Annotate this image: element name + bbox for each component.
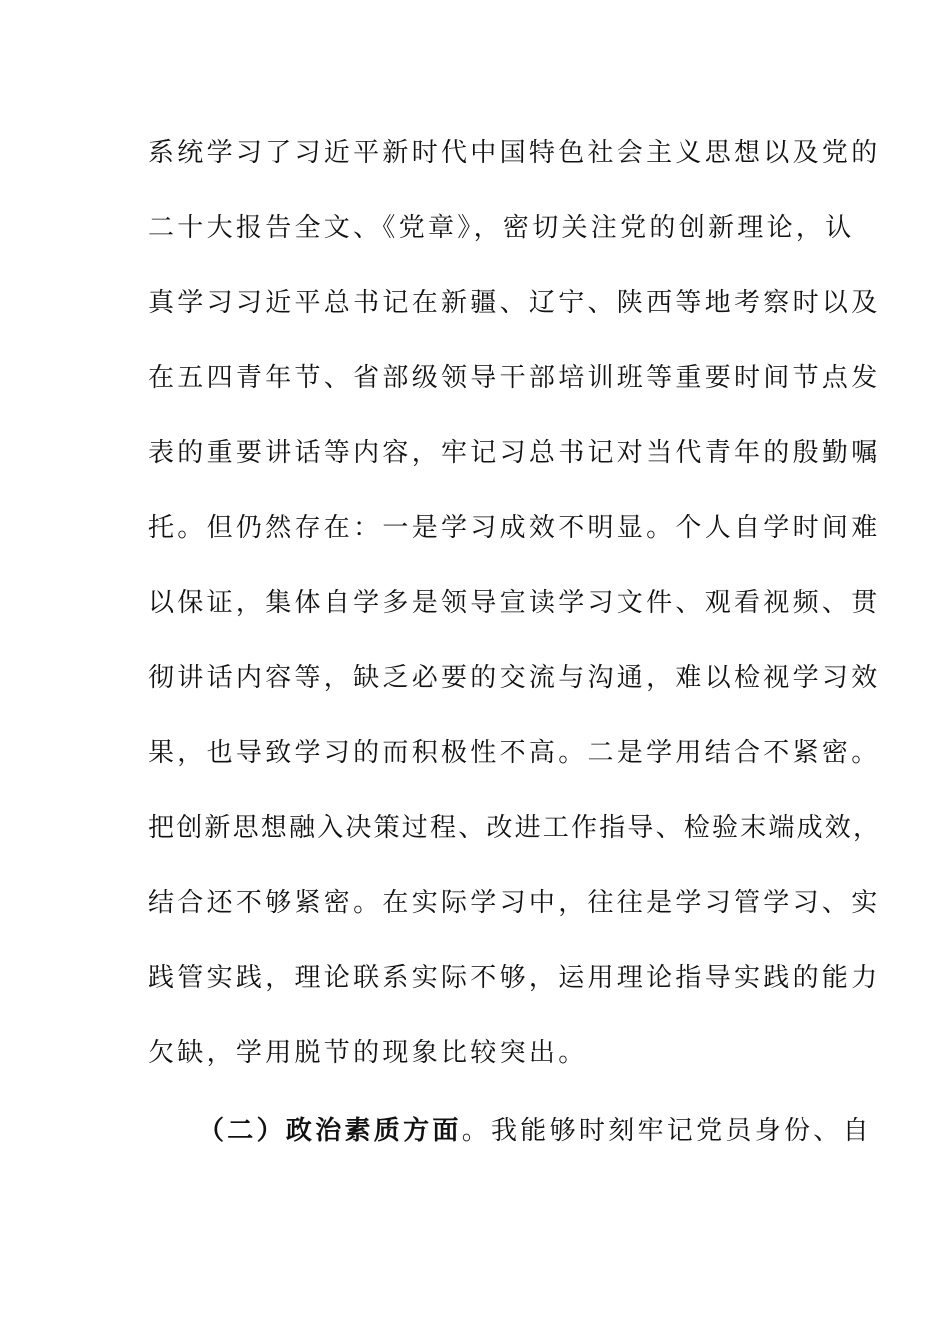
section-2-text: 。我能够时刻牢记党员身份、自	[461, 1116, 872, 1146]
section-2-line	[198, 1114, 872, 1148]
paragraph-line: 以保证，集体自学多是领导宣读学习文件、观看视频、贯	[148, 588, 881, 618]
paragraph-line: 欠缺，学用脱节的现象比较突出。	[148, 1038, 588, 1068]
paragraph-line: 二十大报告全文、《党章》，密切关注党的创新理论，认	[148, 213, 855, 243]
paragraph-line: 在五四青年节、省部级领导干部培训班等重要时间节点发	[148, 363, 881, 393]
paragraph-line: 结合还不够紧密。在实际学习中，往往是学习管学习、实	[148, 888, 881, 918]
section-2-heading: （二）政治素质方面	[198, 1116, 462, 1146]
paragraph-line: 践管实践，理论联系实际不够，运用理论指导实践的能力	[148, 963, 881, 993]
paragraph-line: 真学习习近平总书记在新疆、辽宁、陕西等地考察时以及	[148, 288, 881, 318]
paragraph-line: 托。但仍然存在：一是学习成效不明显。个人自学时间难	[148, 513, 881, 543]
paragraph-line: 果，也导致学习的而积极性不高。二是学用结合不紧密。	[148, 738, 881, 768]
paragraph-line: 把创新思想融入决策过程、改进工作指导、检验末端成效，	[148, 813, 882, 843]
paragraph-line: 系统学习了习近平新时代中国特色社会主义思想以及党的	[148, 138, 881, 168]
paragraph-line: 彻讲话内容等，缺乏必要的交流与沟通，难以检视学习效	[148, 663, 881, 693]
paragraph-line: 表的重要讲话等内容，牢记习总书记对当代青年的殷勤嘱	[148, 438, 881, 468]
